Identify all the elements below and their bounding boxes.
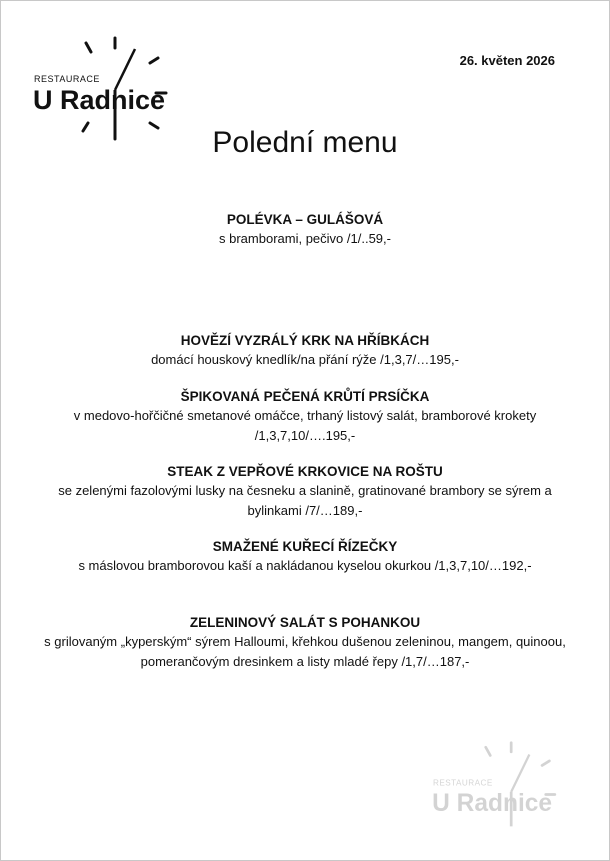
dish-description: v medovo-hořčičné smetanové omáčce, trhaný listový salát, bramborové krokety /1,3,7,10/….195,- [73, 408, 537, 443]
dish-4 [40, 537, 570, 576]
dish-name: ZELENINOVÝ SALÁT S POHANKOU [189, 615, 421, 630]
dish-soup [40, 210, 570, 249]
logo-label-big: U Radnice [33, 85, 166, 115]
dish-description: s grilovaným „kyperským“ sýrem Halloumi, křehkou dušenou zeleninou, mangem, quinoou, pomerančovým dresinkem a listy mladé řepy /1,7/…187,- [44, 634, 566, 669]
menu-date: 26. květen 2026 [459, 53, 555, 68]
dish-name: SMAŽENÉ KUŘECÍ ŘÍZEČKY [212, 539, 398, 554]
dish-description: s bramborami, pečivo /1/..59,- [219, 231, 391, 246]
dish-name: HOVĚZÍ VYZRÁLÝ KRK NA HŘÍBKÁCH [180, 333, 430, 348]
dish-name: STEAK Z VEPŘOVÉ KRKOVICE NA ROŠTU [167, 464, 443, 479]
dish-5 [40, 613, 570, 672]
dish-name: ŠPIKOVANÁ PEČENÁ KRŮTÍ PRSÍČKA [180, 389, 430, 404]
clock-tick-2 [150, 58, 158, 63]
dish-name: POLÉVKA – GULÁŠOVÁ [226, 212, 384, 227]
dish-description: domácí houskový knedlík/na přání rýže /1,3,7/…195,- [151, 352, 459, 367]
restaurant-logo-watermark [423, 740, 563, 840]
clock-hand-minute [115, 49, 135, 90]
dish-1 [40, 331, 570, 370]
watermark-label-big: U Radnice [432, 789, 553, 817]
dish-3 [40, 462, 570, 521]
clock-tick-11 [86, 43, 91, 52]
dish-2 [40, 387, 570, 446]
logo-label-small: RESTAURACE [34, 74, 100, 84]
dish-description: s máslovou bramborovou kaší a nakládanou kyselou okurkou /1,3,7,10/…192,- [78, 558, 532, 573]
page-title: Polední menu [212, 126, 398, 159]
watermark-label-small: RESTAURACE [433, 778, 493, 788]
dish-description: se zelenými fazolovými lusky na česneku a slanině, gratinované brambory se sýrem a bylinkami /7/…189,- [58, 483, 552, 518]
